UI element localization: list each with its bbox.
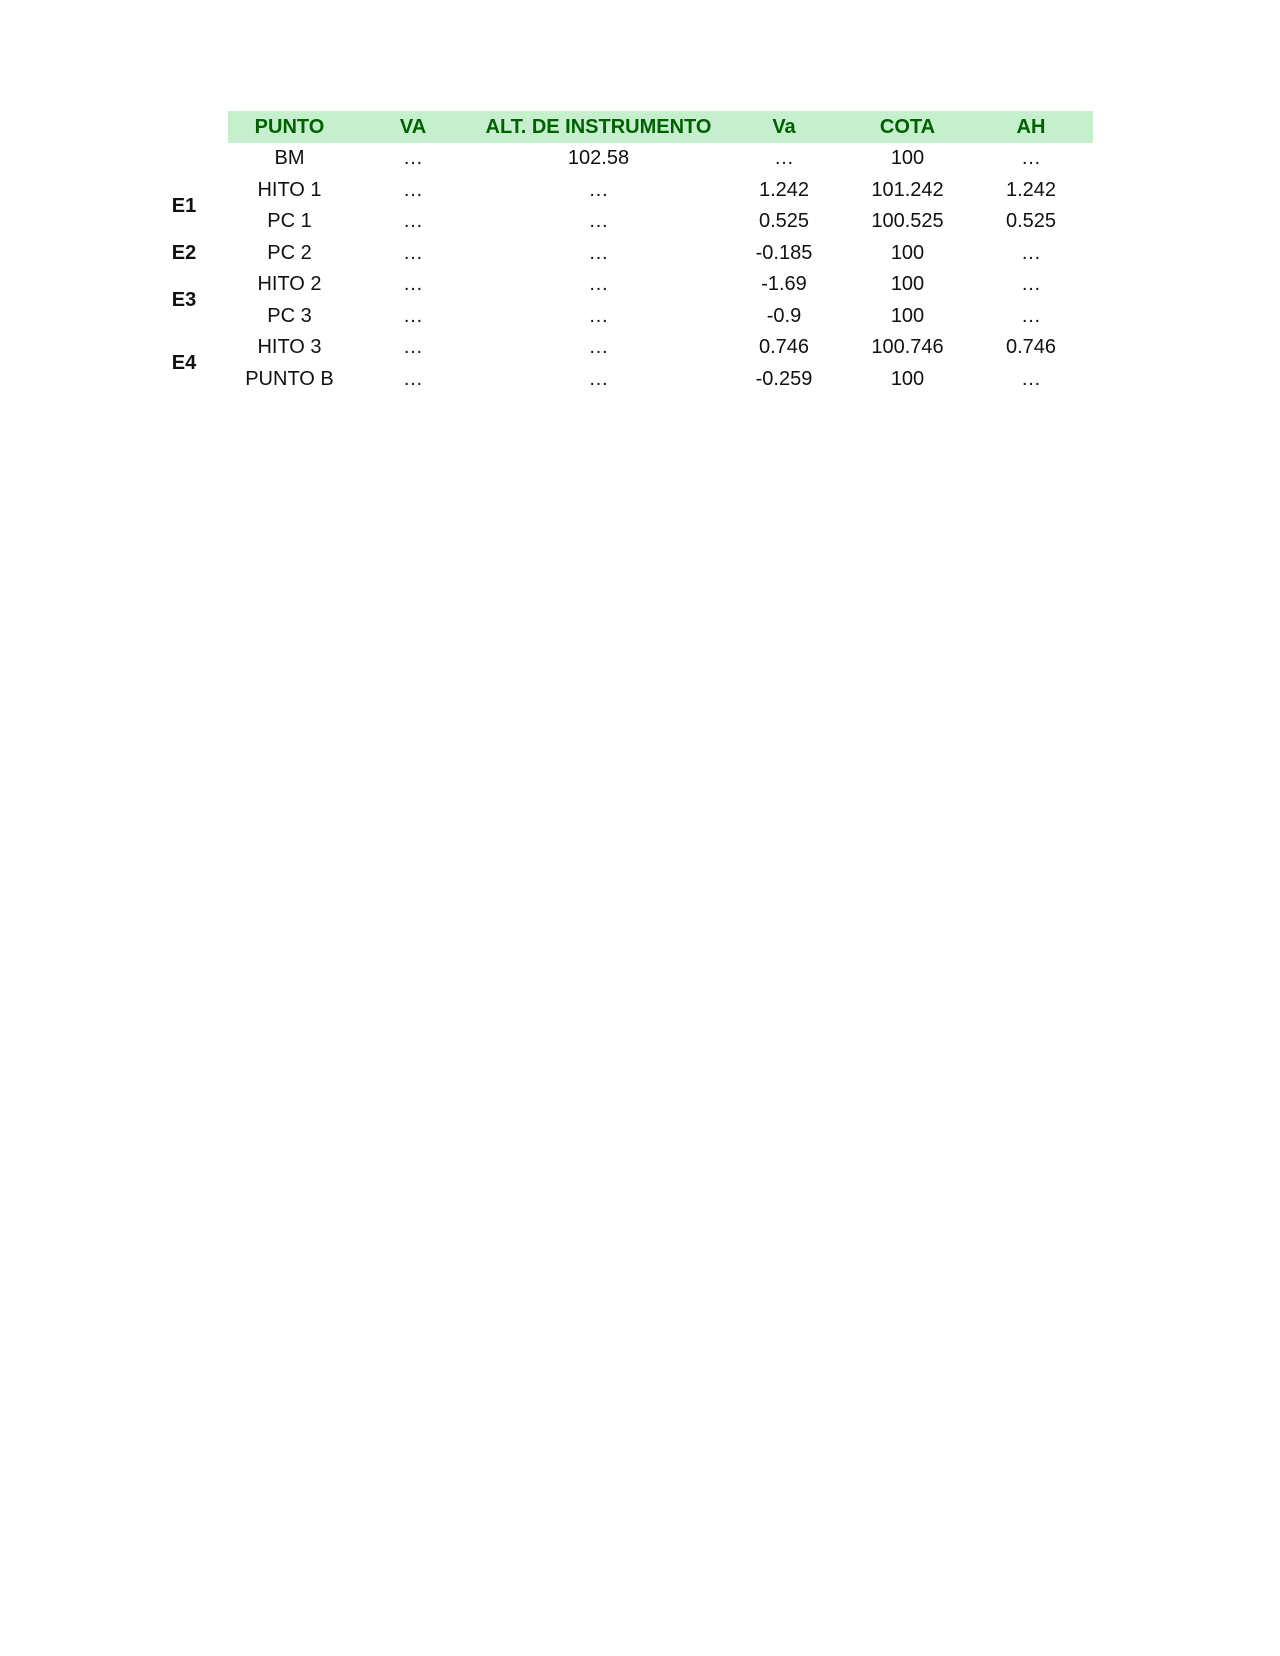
header-va: VA [351,111,475,143]
cell-cota: 100 [890,147,925,170]
table-row [140,206,1093,238]
station-cell: E3 [171,289,197,311]
cell-va: … [403,178,423,201]
table-row [140,238,1093,270]
cell-punto: PC 2 [267,241,312,264]
table-row [140,301,1093,333]
cell-cota: 100 [890,304,925,327]
cell-ah: … [1021,273,1041,296]
leveling-table [140,111,1093,395]
cell-alt-instrumento: … [588,178,609,201]
station-cell: E1 [171,194,197,217]
cell-va-lower: -0.185 [755,241,813,264]
cell-va: … [403,304,423,327]
cell-va: … [403,336,423,359]
leveling-table-container [140,111,1093,395]
header-row [140,111,1093,143]
cell-cota: 100.525 [871,210,944,233]
cell-va: … [403,241,423,264]
header-va-lower: Va [722,111,846,143]
cell-va-lower: -0.9 [766,304,802,327]
cell-punto: PUNTO B [245,367,334,390]
cell-ah: … [1021,367,1041,390]
cell-va: … [403,273,423,296]
cell-punto: HITO 1 [257,178,322,201]
cell-alt-instrumento: … [588,241,609,264]
table-row [140,143,1093,175]
table-row [140,364,1093,396]
cell-alt-instrumento: … [588,210,609,233]
cell-ah: 1.242 [1005,178,1057,201]
cell-va-lower: -1.69 [761,273,807,296]
cell-punto: PC 3 [267,304,312,327]
cell-punto: BM [274,147,305,170]
cell-ah: … [1021,147,1041,170]
cell-ah: 0.525 [1005,210,1057,233]
cell-ah: 0.746 [1005,336,1057,359]
table-row [140,269,1093,301]
cell-va: … [403,147,423,170]
header-cota: COTA [846,111,969,143]
cell-cota: 100 [890,367,925,390]
station-header-blank [140,111,228,143]
table-row [140,332,1093,364]
cell-cota: 101.242 [871,178,944,201]
cell-va-lower: -0.259 [755,367,813,390]
cell-va-lower: 0.525 [758,210,810,233]
cell-va-lower: 0.746 [758,336,810,359]
cell-alt-instrumento: … [588,273,609,296]
cell-cota: 100.746 [871,336,944,359]
cell-alt-instrumento: … [588,367,609,390]
cell-punto: HITO 3 [257,336,322,359]
header-alt-instrumento: ALT. DE INSTRUMENTO [475,111,722,143]
cell-va: … [403,210,423,233]
station-cell: E2 [171,241,197,264]
cell-va: … [403,367,423,390]
station-cell: E4 [171,352,197,374]
cell-alt-instrumento: 102.58 [567,147,630,170]
header-ah: AH [969,111,1093,143]
cell-va-lower: … [774,147,794,170]
cell-cota: 100 [890,241,925,264]
cell-cota: 100 [890,273,925,296]
header-punto: PUNTO [228,111,351,143]
table-row [140,175,1093,207]
cell-punto: PC 1 [267,210,312,233]
station-cell [140,143,228,175]
cell-ah: … [1021,241,1041,264]
cell-punto: HITO 2 [257,273,322,296]
cell-ah: … [1021,304,1041,327]
cell-alt-instrumento: … [588,336,609,359]
cell-alt-instrumento: … [588,304,609,327]
cell-va-lower: 1.242 [758,178,810,201]
